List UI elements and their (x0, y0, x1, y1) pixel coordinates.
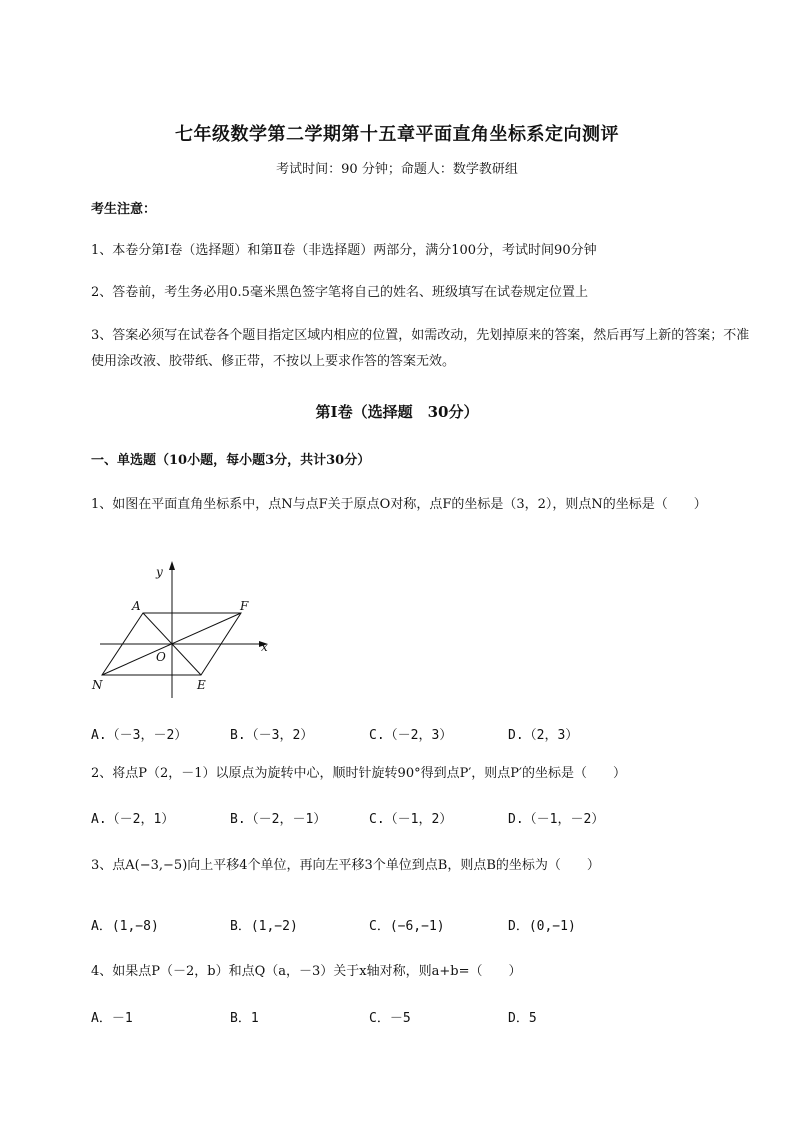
part-title: 一、单选题（10小题，每小题3分，共计30分） (91, 453, 371, 468)
document-subtitle: 考试时间：90 分钟；命题人：数学教研组 (276, 162, 518, 177)
q1-option-d: D.（2，3） (508, 728, 579, 743)
coordinate-figure (88, 558, 278, 698)
q3-option-b: B．(1,−2) (230, 919, 298, 934)
q3-option-c: C．(−6,−1) (369, 919, 445, 934)
q4-option-a: A．－1 (91, 1011, 133, 1026)
question-4-text: 4、如果点P（－2，b）和点Q（a，－3）关于x轴对称，则a+b=（ ） (91, 964, 522, 979)
q1-option-a: A.（－3，－2） (91, 728, 188, 743)
q1-option-b: B.（－3，2） (230, 728, 314, 743)
q2-option-a: A.（－2，1） (91, 812, 175, 827)
question-2-text: 2、将点P（2，－1）以原点为旋转中心，顺时针旋转90°得到点P′，则点P′的坐标是（ ） (91, 766, 626, 781)
question-3-text: 3、点A(−3,−5)向上平移4个单位，再向左平移3个单位到点B，则点B的坐标为（ ） (91, 858, 600, 873)
y-axis-arrow (169, 561, 175, 570)
notice-heading: 考生注意： (91, 202, 157, 217)
q2-option-d: D.（－1，－2） (508, 812, 605, 827)
q2-option-c: C.（－1，2） (369, 812, 453, 827)
notice-item-1: 1、本卷分第Ⅰ卷（选择题）和第Ⅱ卷（非选择题）两部分，满分100分，考试时间90分钟 (91, 243, 597, 258)
q1-option-c: C.（－2，3） (369, 728, 453, 743)
q2-option-b: B.（－2，－1） (230, 812, 327, 827)
label-e: E (197, 678, 206, 692)
question-1-text: 1、如图在平面直角坐标系中，点N与点F关于原点O对称，点F的坐标是（3，2），则点N的坐标是（ ） (91, 497, 707, 512)
document-title: 七年级数学第二学期第十五章平面直角坐标系定向测评 (175, 124, 619, 145)
notice-item-3: 3、答案必须写在试卷各个题目指定区域内相应的位置，如需改动，先划掉原来的答案，然后再写上新的答案；不准使用涂改液、胶带纸、修正带，不按以上要求作答的答案无效。 (91, 328, 750, 369)
label-f: F (240, 599, 249, 613)
label-y: y (156, 565, 163, 579)
q4-option-c: C．－5 (369, 1011, 411, 1026)
q3-option-a: A．(1,−8) (91, 919, 159, 934)
q3-option-d: D．(0,−1) (508, 919, 576, 934)
notice-item-2: 2、答卷前，考生务必用0.5毫米黑色签字笔将自己的姓名、班级填写在试卷规定位置上 (91, 285, 588, 300)
q4-option-b: B．1 (230, 1011, 259, 1026)
label-n: N (92, 678, 103, 692)
label-o: O (156, 650, 166, 664)
section-title: 第Ⅰ卷（选择题 30分） (315, 403, 479, 421)
label-a: A (132, 599, 141, 613)
q4-option-d: D．5 (508, 1011, 537, 1026)
label-x: x (261, 640, 268, 654)
